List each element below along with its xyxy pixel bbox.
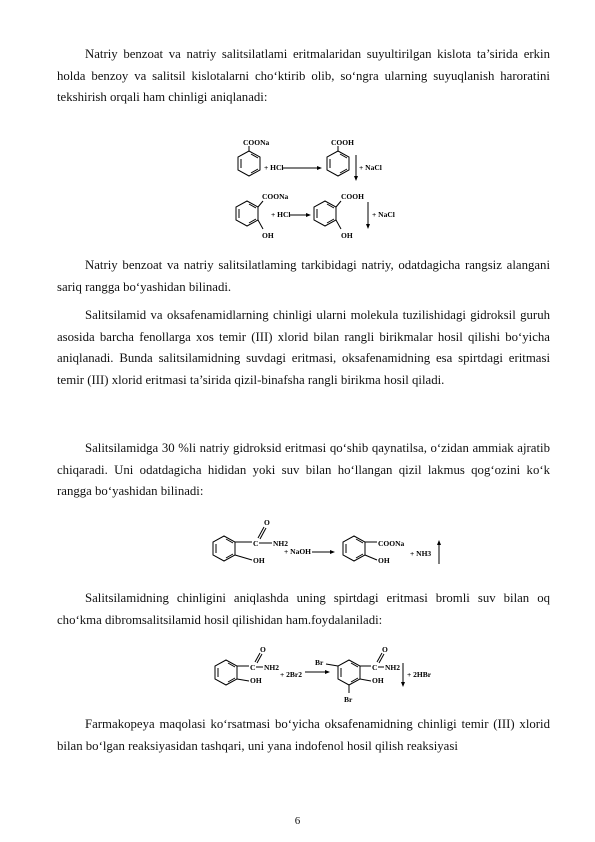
group-label: COONa (243, 138, 270, 147)
byproduct-label: + NaCl (372, 210, 395, 219)
oh-label: OH (250, 676, 262, 685)
arrow-down-head (401, 682, 405, 687)
reagent-label: + HCl (271, 210, 291, 219)
group-label: COOH (331, 138, 354, 147)
arrow-head (330, 550, 335, 554)
arrow-head (317, 166, 322, 170)
reagent-label: + HCl (264, 163, 284, 172)
paragraph-6: Farmakopeya maqolasi ko‘rsatmasi bo‘yicha oksafenamidning chinligi temir (III) xlorid bilan bo‘lgan reaksiyasidan tashqari, uni yana indofenol hosil qilish reaksiyasi (57, 717, 550, 753)
reaction-scheme-salicylamide-naoh (204, 516, 449, 576)
amide-nh2: NH2 (273, 539, 288, 548)
arrow-head (325, 670, 330, 674)
arrow-up-head (437, 540, 441, 545)
reagent-label: + NaOH (284, 547, 311, 556)
amide-carbon: C (250, 663, 256, 672)
product-carbon: C (372, 663, 378, 672)
arrow-head (306, 213, 311, 217)
byproduct-label: + NaCl (359, 163, 382, 172)
reagent-label: + 2Br2 (280, 670, 302, 679)
group-label: COOH (341, 192, 364, 201)
arrow-down-head (354, 176, 358, 181)
arrow-down-head (366, 224, 370, 229)
paragraph-3: Salitsilamid va oksafenamidlarning chinligi ularni molekula tuzilishidagi gidroksil guruh asosida barcha fenollarga xos temir (III) xlorid bilan rangli birikmalar hosil qilishi bo‘yicha aniqlanadi. Bunda salitsilamidning suvdagi eritmasi, oksafenamidning esa spirtdagi eritmasi temir (III) xlorid eritmasi ta’sirida qizil-binafsha rangli birikma hosil qiladi. (57, 308, 550, 387)
paragraph-2: Natriy benzoat va natriy salitsilatlaming tarkibidagi natriy, odatdagicha rangsiz alangani sariq rangga bo‘yashidan bilinadi. (57, 258, 550, 294)
byproduct-label: + NH3 (410, 549, 432, 558)
reaction-scheme-benzoate-salicylate (225, 137, 405, 245)
oh-label: OH (341, 231, 353, 240)
bromine-left: Br (315, 658, 324, 667)
product-group: COONa (378, 539, 405, 548)
product-nh2: NH2 (385, 663, 400, 672)
oh-label: OH (262, 231, 274, 240)
oh-label: OH (253, 556, 265, 565)
reaction-scheme-salicylamide-bromination (208, 646, 440, 704)
paragraph-5: Salitsilamidning chinligini aniqlashda uning spirtdagi eritmasi bromli suv bilan oq cho‘kma dibromsalitsilamid hosil qilishidan ham.foydalaniladi: (57, 591, 550, 627)
amide-oxygen: O (260, 646, 266, 654)
byproduct-label: + 2HBr (407, 670, 432, 679)
page-number: 6 (294, 815, 301, 827)
paragraph-4: Salitsilamidga 30 %li natriy gidroksid eritmasi qo‘shib qaynatilsa, o‘zidan ammiak ajratib chiqaradi. Uni odatdagicha hididan yoki suv bilan ho‘llangan qizil lakmus qog‘ozini ko‘k rangga bo‘yashidan bilinadi: (57, 441, 550, 498)
paragraph-1: Natriy benzoat va natriy salitsilatlami eritmalaridan suyultirilgan kislota ta’sirida erkin holda benzoy va salitsil kislotalarni cho‘ktirib olib, so‘ngra ularning suyuqlanish haroratini tekshirish orqali ham chinligi aniqlanadi: (57, 47, 550, 104)
oh-label: OH (378, 556, 390, 565)
bromine-bottom: Br (344, 695, 353, 704)
oh-label: OH (372, 676, 384, 685)
group-label: COONa (262, 192, 289, 201)
amide-oxygen: O (264, 518, 270, 527)
amide-carbon: C (253, 539, 259, 548)
product-oxygen: O (382, 646, 388, 654)
amide-nh2: NH2 (264, 663, 279, 672)
